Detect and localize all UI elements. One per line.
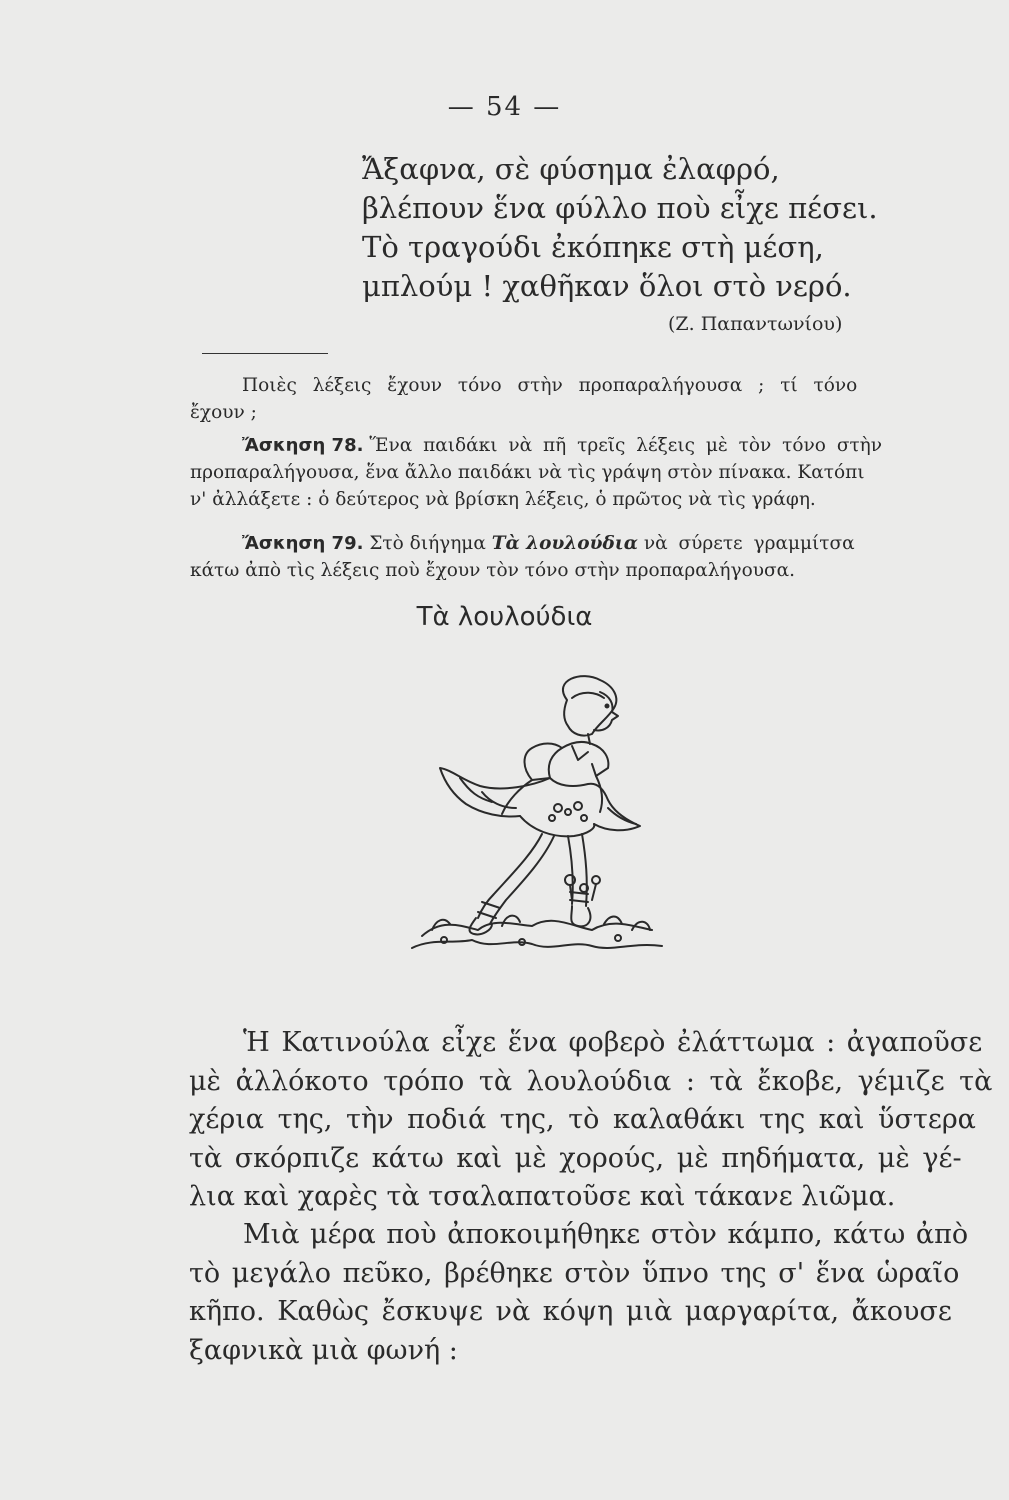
story-line: ξαφνικὰ μιὰ φωνή : [189,1334,458,1366]
story-line: Μιὰ μέρα ποὺ ἀποκοιμήθηκε στὸν κάμπο, κάτω ἀπὸ [243,1219,969,1250]
poem-line: Ἄξαφνα, σὲ φύσημα ἐλαφρό, [362,152,780,186]
question-line: ἔχουν ; [190,402,257,423]
exercise-79-text: Στὸ διήγημα [369,533,486,554]
exercise-78-text: ν' ἀλλάξετε : ὁ δεύτερος νὰ βρίσκη λέξεις, ὁ πρῶτος νὰ τὶς γράφη. [190,489,816,510]
section-divider [202,353,328,354]
story-title-reference: Τὰ λουλούδια [491,533,638,554]
exercise-78-text: Ἕνα παιδάκι νὰ πῆ τρεῖς λέξεις μὲ τὸν τόνο στὴν [369,435,883,456]
exercise-78-label: Ἄσκηση 78. [242,435,364,456]
exercise-79-label: Ἄσκηση 79. [242,533,364,554]
story-line: λια καὶ χαρὲς τὰ τσαλαπατοῦσε καὶ τάκανε λιῶμα. [189,1181,896,1212]
exercise-79-text: κάτω ἀπὸ τὶς λέξεις ποὺ ἔχουν τὸν τόνο στὴν προπαραλήγουσα. [190,560,795,581]
exercise-79-text: νὰ σύρετε γραμμίτσα [643,533,855,554]
poem-stanza [362,150,878,306]
question-line: Ποιὲς λέξεις ἔχουν τόνο στὴν προπαραλήγουσα ; τί τόνο [242,375,858,396]
story-line: μὲ ἀλλόκοτο τρόπο τὰ λουλούδια : τὰ ἔκοβε, γέμιζε τὰ [189,1065,993,1097]
question-block [190,372,910,426]
poem-line: Τὸ τραγούδι ἐκόπηκε στὴ μέση, [362,230,824,264]
story-line: τὰ σκόρπιζε κάτω καὶ μὲ χορούς, μὲ πηδήματα, μὲ γέ- [189,1142,962,1174]
story-line: χέρια της, τὴν ποδιά της, τὸ καλαθάκι της καὶ ὕστερα [189,1104,976,1135]
exercise-78-text: προπαραλήγουσα, ἕνα ἄλλο παιδάκι νὰ τὶς γράψη στὸν πίνακα. Κατόπι [190,462,865,483]
poem-line: βλέπουν ἕνα φύλλο ποὺ εἶχε πέσει. [362,191,878,225]
poem-line: μπλούμ ! χαθῆκαν ὅλοι στὸ νερό. [362,269,852,303]
girl-illustration [382,668,682,968]
story-line: Ἡ Κατινούλα εἶχε ἕνα φοβερὸ ἐλάττωμα : ἀγαποῦσε [243,1027,983,1058]
exercise-79 [190,530,910,584]
poem-author: (Ζ. Παπαντωνίου) [668,313,843,335]
page-number: — 54 — [447,92,562,122]
story-line: κῆπο. Καθὼς ἔσκυψε νὰ κόψη μιὰ μαργαρίτα, ἄκουσε [189,1296,952,1327]
story-title: Τὰ λουλούδια [416,602,593,632]
exercise-78 [190,432,910,513]
story-line: τὸ μεγάλο πεῦκο, βρέθηκε στὸν ὕπνο της σ' ἕνα ὡραῖο [189,1257,960,1289]
story-paragraph-1 [189,1024,993,1217]
story-paragraph-2 [189,1216,969,1370]
